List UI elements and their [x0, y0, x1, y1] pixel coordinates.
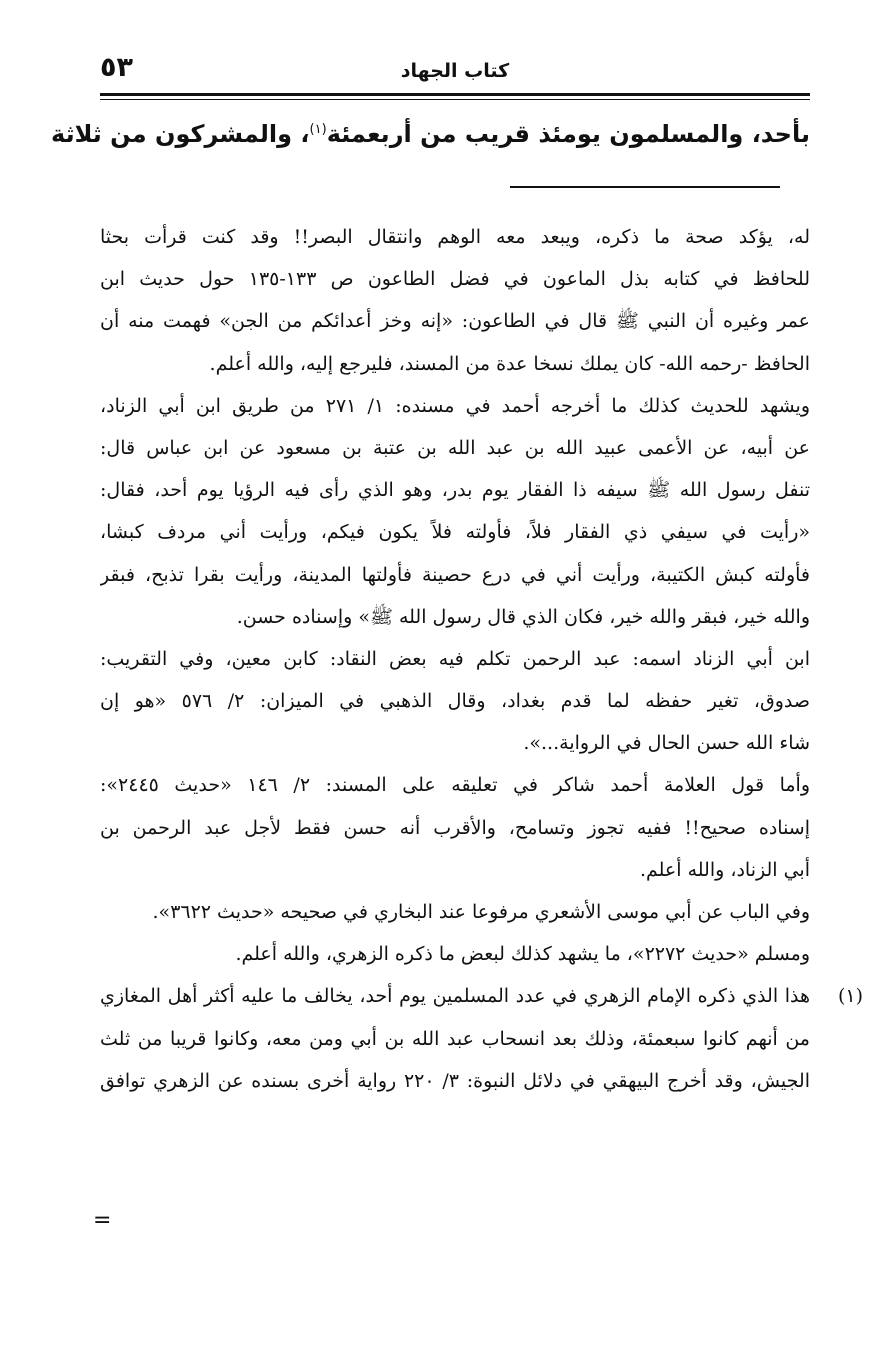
footnote-line: ابن أبي الزناد اسمه: عبد الرحمن تكلم فيه بعض النقاد: كابن معين، وفي التقريب: [100, 647, 810, 670]
footnote-line: ويشهد للحديث كذلك ما أخرجه أحمد في مسنده: ١/ ٢٧١ من طريق ابن أبي الزناد، [100, 394, 810, 417]
footnote-line: صدوق، تغير حفظه لما قدم بغداد، وقال الذهبي في الميزان: ٢/ ٥٧٦ «هو إن [100, 690, 810, 713]
footnotes-block [100, 216, 863, 1102]
footnote-line: «رأيت في سيفي ذي الفقار فلاً، فأولته فلاً يكون فيكم، ورأيت أني مردف كبشا، [100, 521, 810, 544]
footnote-line: للحافظ في كتابه بذل الماعون في فضل الطاعون ص ١٣٣-١٣٥ حول حديث ابن [100, 268, 810, 291]
note-reference: (١) [309, 122, 327, 137]
footnote-line: من أنهم كانوا سبعمئة، وذلك بعد انسحاب عبد الله بن أبي ومن معه، وكانوا قريبا من ثلث [100, 1027, 810, 1050]
footnote-line: والله خير، فبقر والله خير، فكان الذي قال رسول الله ﷺ» وإسناده حسن. [236, 605, 810, 628]
footnote-line: له، يؤكد صحة ما ذكره، ويبعد معه الوهم وانتقال البصر!! وقد كنت قرأت بحثا [100, 226, 810, 248]
continuation-mark: = [93, 1208, 112, 1233]
footnote-separator [510, 186, 780, 188]
footnote-line: وأما قول العلامة أحمد شاكر في تعليقه على المسند: ٢/ ١٤٦ «حديث ٢٤٤٥»: [100, 774, 810, 797]
running-header [100, 52, 810, 90]
header-rule [100, 93, 810, 100]
footnote-line: عمر وغيره أن النبي ﷺ قال في الطاعون: «إنه وخز أعدائكم من الجن» فهمت منه أن [100, 310, 810, 333]
footnote-line: وفي الباب عن أبي موسى الأشعري مرفوعا عند البخاري في صحيحه «حديث ٣٦٢٢». [152, 901, 810, 923]
footnote-line: الحافظ -رحمه الله- كان يملك نسخا عدة من المسند، فليرجع إليه، والله أعلم. [209, 352, 810, 375]
footnote-line: أبي الزناد، والله أعلم. [639, 858, 810, 881]
footnote-line: إسناده صحيح!! ففيه تجوز وتسامح، والأقرب أنه حسن فقط لأجل عبد الرحمن بن [100, 816, 810, 839]
footnote-line: الجيش، وقد أخرج البيهقي في دلائل النبوة: ٣/ ٢٢٠ رواية أخرى بسنده عن الزهري توافق [100, 1069, 810, 1092]
main-text-after-note: ، والمشركون من ثلاثة [51, 120, 310, 148]
book-title: كتاب الجهاد [400, 60, 510, 82]
main-text-before-note: بأحد، والمسلمون يومئذ قريب من أربعمئة [326, 120, 810, 148]
footnote-line: ومسلم «حديث ٢٢٧٢»، ما يشهد كذلك لبعض ما ذكره الزهري، والله أعلم. [235, 943, 810, 966]
footnote-marker: (١) [837, 985, 863, 1008]
footnote-1-wrapper [100, 975, 863, 1017]
page-number: ٥٣ [100, 52, 133, 83]
main-text-line [51, 120, 810, 148]
footnote-line: هذا الذي ذكره الإمام الزهري في عدد المسلمين يوم أحد، يخالف ما عليه أكثر أهل المغازي [100, 985, 810, 1008]
footnote-line: فأولته كبش الكتيبة، ورأيت أني في درع حصينة فأولتها المدينة، ورأيت بقرا تذبح، فبقر [100, 563, 810, 586]
footnote-line: عن أبيه، عن الأعمى عبيد الله بن عبد الله بن عتبة بن مسعود عن ابن عباس قال: [100, 436, 810, 459]
footnote-line: شاء الله حسن الحال في الرواية...». [523, 732, 810, 755]
footnote-line: تنفل رسول الله ﷺ سيفه ذا الفقار يوم بدر، وهو الذي رأى فيه الرؤيا يوم أحد، فقال: [100, 479, 810, 502]
